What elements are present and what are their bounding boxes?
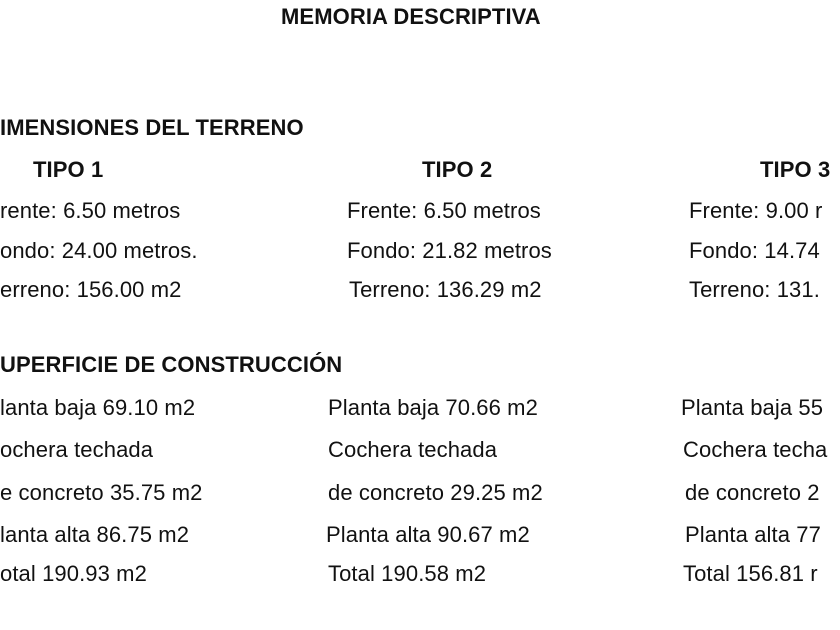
tipo-2-total: Total 190.58 m2 [328,561,487,586]
tipo-1-cochera: ochera techada [0,437,154,462]
tipo-1-frente: rente: 6.50 metros [0,198,181,223]
tipo-2-cochera: Cochera techada [328,437,498,462]
tipo-3-label: TIPO 3 [760,157,831,182]
tipo-2-label: TIPO 2 [422,157,493,182]
tipo-1-concreto: e concreto 35.75 m2 [0,480,203,505]
document-title: MEMORIA DESCRIPTIVA [281,4,541,29]
tipo-1-label: TIPO 1 [33,157,104,182]
tipo-2-planta-alta: Planta alta 90.67 m2 [326,522,530,547]
tipo-3-terreno: Terreno: 131. [689,277,820,302]
tipo-3-concreto: de concreto 2 [685,480,820,505]
section-heading-construccion: UPERFICIE DE CONSTRUCCIÓN [0,352,343,377]
tipo-3-frente: Frente: 9.00 r [689,198,823,223]
tipo-3-planta-baja: Planta baja 55 [681,395,824,420]
tipo-3-fondo: Fondo: 14.74 [689,238,820,263]
tipo-2-planta-baja: Planta baja 70.66 m2 [328,395,538,420]
tipo-1-planta-baja: lanta baja 69.10 m2 [0,395,196,420]
tipo-2-fondo: Fondo: 21.82 metros [347,238,552,263]
tipo-2-concreto: de concreto 29.25 m2 [328,480,543,505]
tipo-3-total: Total 156.81 r [683,561,818,586]
section-heading-terreno: IMENSIONES DEL TERRENO [0,115,304,140]
tipo-2-terreno: Terreno: 136.29 m2 [349,277,542,302]
tipo-3-cochera: Cochera techa [683,437,828,462]
tipo-1-fondo: ondo: 24.00 metros. [0,238,198,263]
tipo-1-terreno: erreno: 156.00 m2 [0,277,182,302]
tipo-1-planta-alta: lanta alta 86.75 m2 [0,522,190,547]
tipo-1-total: otal 190.93 m2 [0,561,147,586]
tipo-2-frente: Frente: 6.50 metros [347,198,541,223]
tipo-3-planta-alta: Planta alta 77 [685,522,821,547]
